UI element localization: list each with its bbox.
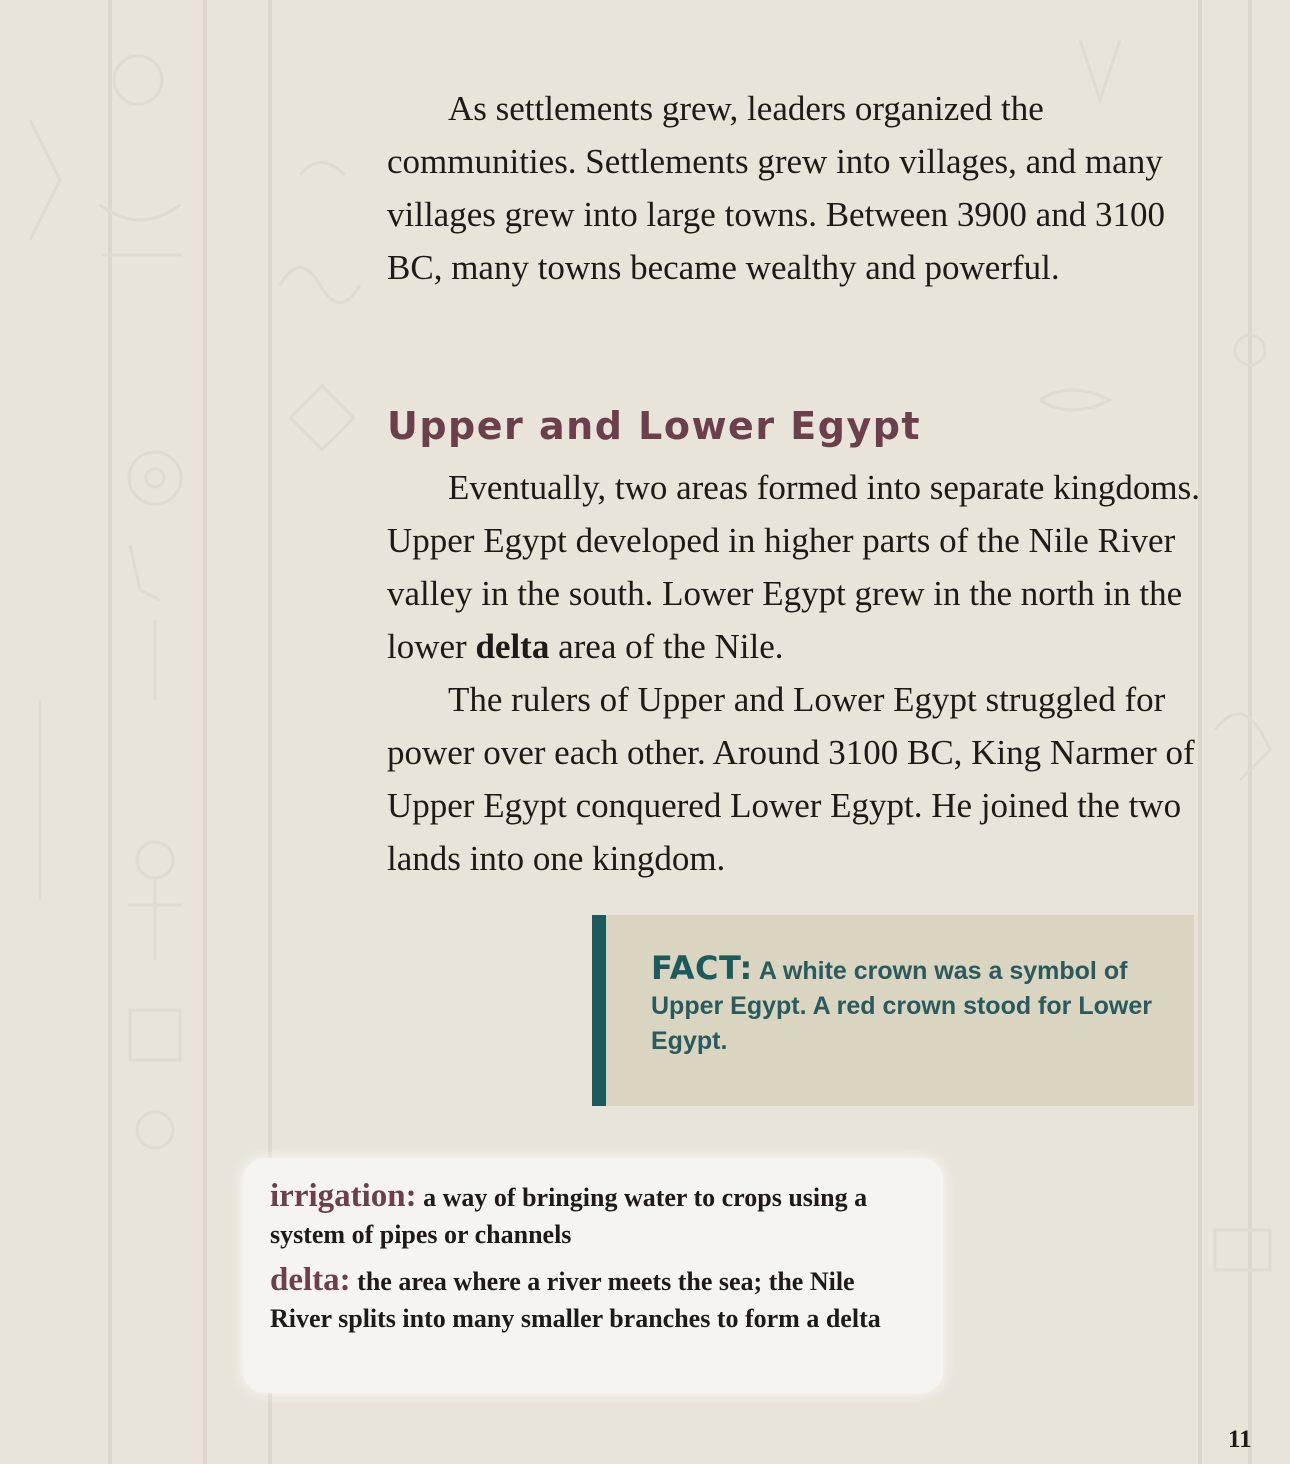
glossary-term: delta: <box>270 1262 351 1298</box>
paragraph-settlements: As settlements grew, leaders organized the communities. Settlements grew into villages, and many villages grew into large towns. Between 3900 and 3100 BC, many towns became wealthy and powerful. <box>387 89 1165 287</box>
fact-label: FACT: <box>651 949 753 987</box>
glossary-definition: a way of bringing water to crops using a system of pipes or channels <box>270 1183 868 1249</box>
section-body <box>387 461 1217 885</box>
glossary-term: irrigation: <box>270 1178 417 1214</box>
fact-text-block <box>651 951 1171 1059</box>
glossary-entry-delta <box>270 1262 920 1337</box>
fact-accent-bar <box>592 915 606 1106</box>
paragraph-unification: The rulers of Upper and Lower Egypt struggled for power over each other. Around 3100 BC, King Narmer of Upper Egypt conquered Lower Egypt. He joined the two lands into one kingdom. <box>387 680 1195 878</box>
glossary-definition: the area where a river meets the sea; the Nile River splits into many smaller branches to form a delta <box>270 1267 881 1333</box>
paragraph-kingdoms-end: area of the Nile. <box>549 627 784 666</box>
glossary-term-delta-inline: delta <box>475 627 550 666</box>
section-heading: Upper and Lower Egypt <box>387 404 922 448</box>
fact-text: A white crown was a symbol of Upper Egypt. A red crown stood for Lower Egypt. <box>651 957 1152 1055</box>
fact-callout <box>592 915 1194 1106</box>
glossary-box <box>243 1158 943 1393</box>
page-number: 11 <box>1228 1426 1252 1453</box>
intro-paragraph <box>387 82 1217 294</box>
glossary-entry-irrigation <box>270 1178 920 1253</box>
paragraph-kingdoms <box>387 461 1217 673</box>
paragraph-kingdoms-start: Eventually, two areas formed into separate kingdoms. Upper Egypt developed in higher parts of the Nile River valley in the south. Lower Egypt grew in the north in the lower <box>387 468 1200 666</box>
